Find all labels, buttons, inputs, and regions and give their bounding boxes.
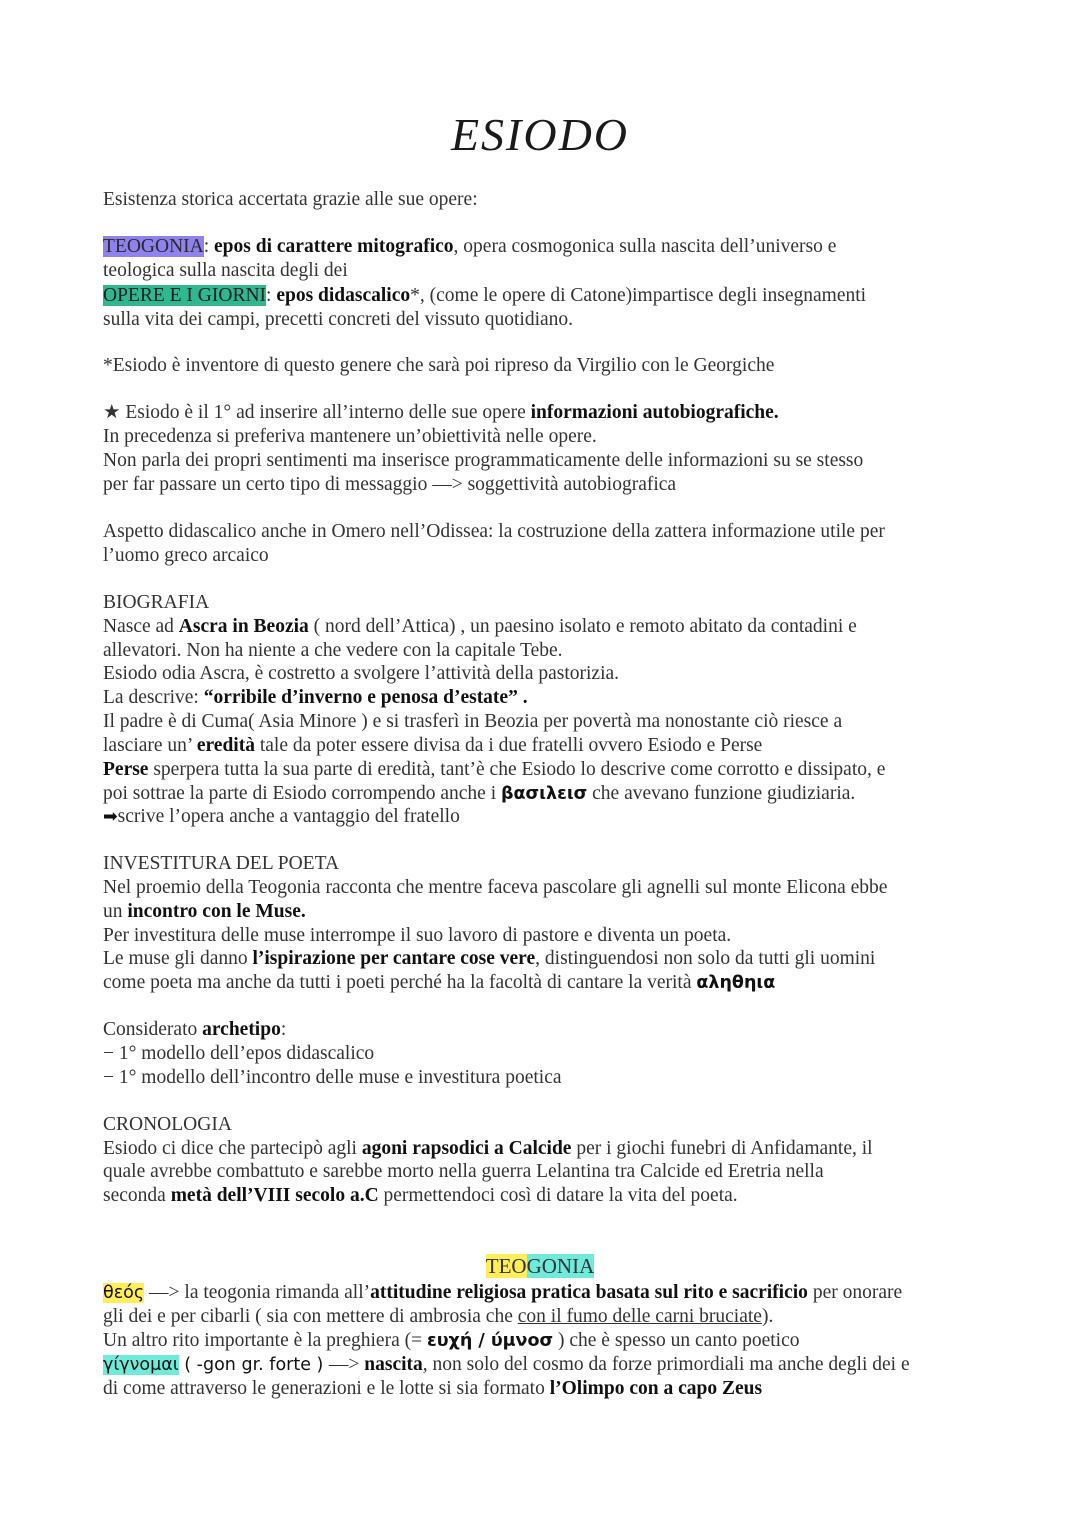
bio-line-7: Perse sperpera tutta la sua parte di eredità, tant’è che Esiodo lo descrive come corrotto e dissipato, e bbox=[103, 759, 886, 780]
greek-basileis: βασιλεισ bbox=[501, 784, 588, 804]
autobio-line-2: In precedenza si preferiva mantenere un’obiettività nelle opere. bbox=[103, 426, 597, 447]
cronologia-line-2: quale avrebbe combattuto e sarebbe morto nella guerra Lelantina tra Calcide ed Eretria nella bbox=[103, 1161, 824, 1182]
teogonia-line-5: di come attraverso le generazioni e le lotte si sia formato l’Olimpo con a capo Zeus bbox=[103, 1378, 763, 1399]
greek-theos: θεός bbox=[103, 1283, 145, 1303]
greek-gignomai: γίγνομαι bbox=[103, 1355, 179, 1375]
teogonia-line-4: γίγνομαι ( -gon gr. forte ) —> nascita, non solo del cosmo da forze primordiali ma anche degli dei e bbox=[103, 1354, 910, 1375]
investitura-line-1: Nel proemio della Teogonia racconta che mentre faceva pascolare gli agnelli sul monte Elicona ebbe bbox=[103, 877, 888, 898]
greek-euche-hymnos: ευχή / ύμνοσ bbox=[426, 1331, 554, 1351]
opere-definition-line-1: OPERE E I GIORNI: epos didascalico*, (come le opere di Catone)impartisce degli insegnamenti bbox=[103, 285, 867, 306]
bio-line-1: Nasce ad Ascra in Beozia ( nord dell’Attica) , un paesino isolato e remoto abitato da contadini e bbox=[103, 616, 857, 637]
teogonia-definition-line-1: TEOGONIA: epos di carattere mitografico, opera cosmogonica sulla nascita dell’universo e bbox=[103, 236, 837, 257]
opere-definition-line-2: sulla vita dei campi, precetti concreti del vissuto quotidiano. bbox=[103, 309, 574, 330]
opere-highlight: OPERE E I GIORNI bbox=[103, 285, 267, 306]
bio-line-2: allevatori. Non ha niente a che vedere con la capitale Tebe. bbox=[103, 640, 563, 661]
omero-line-2: l’uomo greco arcaico bbox=[103, 545, 269, 566]
autobio-line-1: ★ Esiodo è il 1° ad inserire all’interno delle sue opere informazioni autobiografiche. bbox=[103, 402, 779, 423]
investitura-line-5: come poeta ma anche da tutti i poeti perché ha la facoltà di cantare la verità αληθηια bbox=[103, 972, 776, 993]
bio-line-9: ➡scrive l’opera anche a vantaggio del fratello bbox=[103, 806, 460, 827]
bio-line-3: Esiodo odia Ascra, è costretto a svolgere l’attività della pastorizia. bbox=[103, 663, 620, 684]
intro-line: Esistenza storica accertata grazie alle sue opere: bbox=[103, 189, 478, 210]
investitura-line-4: Le muse gli danno l’ispirazione per cantare cose vere, distinguendosi non solo da tutti gli uomini bbox=[103, 948, 876, 969]
bio-line-6: lasciare un’ eredità tale da poter essere divisa da i due fratelli ovvero Esiodo e Perse bbox=[103, 735, 763, 756]
archetipo-item-2: − 1° modello dell’incontro delle muse e investitura poetica bbox=[103, 1067, 562, 1088]
arrow-right-icon: ➡ bbox=[103, 807, 118, 827]
bio-line-8: poi sottrae la parte di Esiodo corrompendo anche i βασιλεισ che avevano funzione giudiziaria. bbox=[103, 783, 856, 804]
investitura-line-3: Per investitura delle muse interrompe il suo lavoro di pastore e diventa un poeta. bbox=[103, 925, 732, 946]
bio-line-4: La descrive: “orribile d’inverno e penosa d’estate” . bbox=[103, 687, 528, 708]
cronologia-heading: CRONOLOGIA bbox=[103, 1114, 232, 1135]
teogonia-line-3: Un altro rito importante è la preghiera (= ευχή / ύμνοσ ) che è spesso un canto poetico bbox=[103, 1330, 800, 1351]
teogonia-definition-line-2: teologica sulla nascita degli dei bbox=[103, 260, 348, 281]
biografia-heading: BIOGRAFIA bbox=[103, 592, 210, 613]
archetipo-item-1: − 1° modello dell’epos didascalico bbox=[103, 1043, 375, 1064]
bio-line-5: Il padre è di Cuma( Asia Minore ) e si trasferì in Beozia per povertà ma nonostante ciò riesce a bbox=[103, 711, 843, 732]
archetipo-line: Considerato archetipo: bbox=[103, 1019, 287, 1040]
teogonia-line-1: θεός —> la teogonia rimanda all’attitudine religiosa pratica basata sul rito e sacrificio per onorare bbox=[103, 1282, 903, 1303]
cronologia-line-3: seconda metà dell’VIII secolo a.C permettendoci così di datare la vita del poeta. bbox=[103, 1185, 738, 1206]
greek-aletheia: αληθηια bbox=[696, 973, 776, 993]
footnote: *Esiodo è inventore di questo genere che sarà poi ripreso da Virgilio con le Georgiche bbox=[103, 355, 775, 376]
investitura-heading: INVESTITURA DEL POETA bbox=[103, 853, 340, 874]
omero-line-1: Aspetto didascalico anche in Omero nell’Odissea: la costruzione della zattera informazione utile per bbox=[103, 521, 885, 542]
page-title: ESIODO bbox=[450, 109, 630, 160]
autobio-line-4: per far passare un certo tipo di messaggio —> soggettività autobiografica bbox=[103, 474, 677, 495]
teogonia-line-2: gli dei e per cibarli ( sia con mettere di ambrosia che con il fumo delle carni bruciate). bbox=[103, 1306, 774, 1327]
investitura-line-2: un incontro con le Muse. bbox=[103, 901, 306, 922]
teogonia-highlight: TEOGONIA bbox=[103, 236, 204, 257]
autobio-line-3: Non parla dei propri sentimenti ma inserisce programmaticamente delle informazioni su se stesso bbox=[103, 450, 864, 471]
teogonia-heading: TEOGONIA bbox=[485, 1254, 595, 1278]
cronologia-line-1: Esiodo ci dice che partecipò agli agoni rapsodici a Calcide per i giochi funebri di Anfidamante, il bbox=[103, 1138, 873, 1159]
